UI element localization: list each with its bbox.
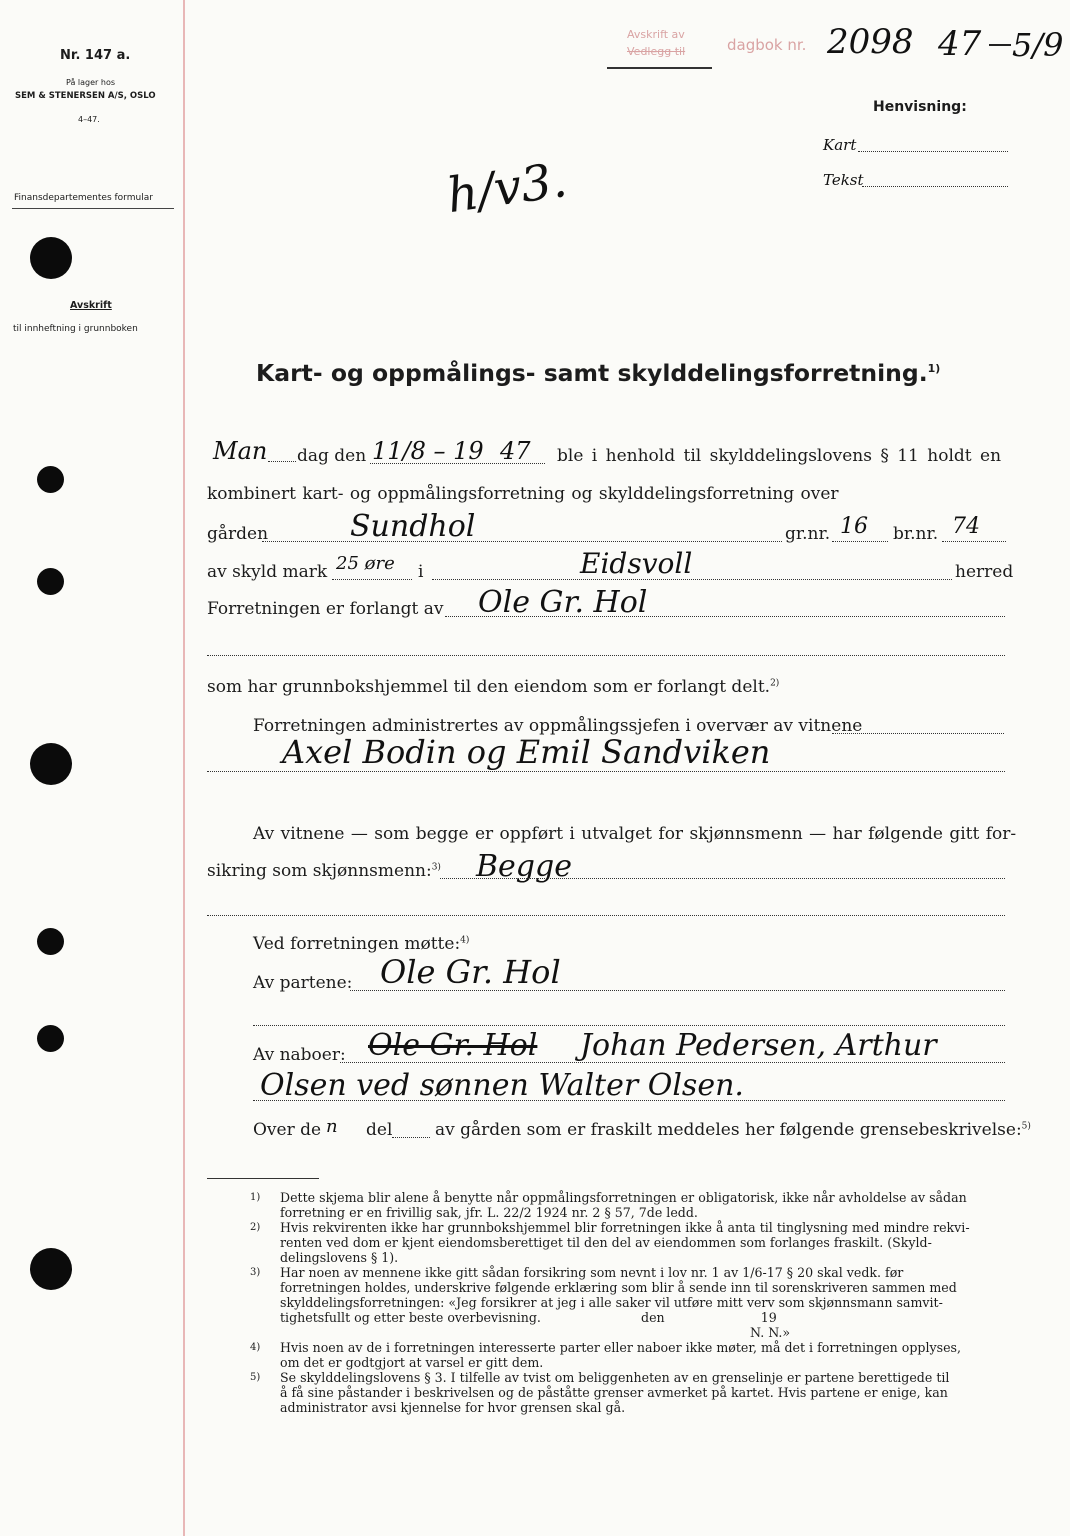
- publisher-line: På lager hos: [66, 78, 115, 87]
- copy-note: til innheftning i grunnboken: [13, 324, 138, 334]
- footnote-line: skylddelingsforretningen: «Jeg forsikrer at jeg i alle saker vil utføre mitt verv som skjønnsmann samvit-: [280, 1295, 943, 1310]
- journal-date: 5/9: [1012, 26, 1064, 64]
- fill-line: [392, 1137, 430, 1138]
- skyld-label: av skyld mark: [207, 562, 328, 582]
- journal-number: 2098: [827, 22, 914, 62]
- stamp-label: dagbok nr.: [727, 36, 807, 54]
- vitner-text: Av vitnene — som begge er oppført i utvalget for skjønnsmenn — har følgende gitt for-: [253, 824, 1017, 844]
- fill-line: [340, 1062, 1005, 1063]
- witnesses-handwritten: Axel Bodin og Emil Sandviken: [282, 733, 771, 771]
- year-handwritten: 47: [500, 437, 531, 465]
- footnote-line: forretningen holdes, underskrive følgende erklæring som blir å sende inn til sorenskriveren sammen med: [280, 1280, 957, 1295]
- partene-label: Av partene:: [253, 973, 353, 993]
- punch-hole: [30, 743, 72, 785]
- fill-line: [207, 655, 1005, 656]
- divider: [12, 208, 174, 209]
- kart-label: Kart: [823, 136, 857, 154]
- footnote-mark: 5): [250, 1372, 261, 1383]
- fill-line: [207, 915, 1005, 916]
- naboer-handwritten: Johan Pedersen, Arthur: [580, 1028, 937, 1063]
- copy-title: Avskrift: [70, 300, 112, 311]
- footnote-line: tighetsfullt og etter beste overbevisning. den 19: [280, 1310, 777, 1325]
- reference-heading: Henvisning:: [873, 99, 967, 115]
- edition: 4–47.: [78, 115, 100, 124]
- fill-line: [440, 878, 1005, 879]
- footnotes: [250, 1190, 1010, 1415]
- grnr-label: gr.nr.: [785, 524, 831, 544]
- brnr-handwritten: 74: [952, 514, 980, 539]
- dag-den-label: dag den: [297, 446, 367, 466]
- footnote-mark: 4): [250, 1342, 261, 1353]
- footnote: [250, 1325, 1010, 1340]
- forlangt-handwritten: Ole Gr. Hol: [478, 585, 648, 620]
- footnote-line: Hvis noen av de i forretningen interesserte parter eller naboer ikke møter, må det i forretningen opplyses,: [280, 1340, 961, 1355]
- footnote-line: om det er godtgjort at varsel er gitt dem.: [280, 1355, 544, 1370]
- vitner-text: sikring som skjønnsmenn:$^{3)}$: [207, 861, 441, 881]
- hjemmel-text: som har grunnbokshjemmel til den eiendom som er forlangt delt.$^{2)}$: [207, 677, 780, 697]
- fill-line: [268, 461, 296, 462]
- handwritten-initials: h/v3.: [443, 151, 571, 225]
- over-handwritten: n: [326, 1116, 338, 1137]
- punch-hole: [37, 928, 64, 955]
- fill-line: [207, 771, 1005, 772]
- garden-label: gården: [207, 524, 269, 544]
- forlangt-label: Forretningen er forlangt av: [207, 599, 444, 619]
- footnote: [250, 1370, 1010, 1415]
- footnote: [250, 1220, 1010, 1265]
- form-text: ble i henhold til skylddelingslovens § 11 holdt en: [557, 446, 1002, 466]
- del-label: del: [366, 1120, 393, 1140]
- punch-hole: [37, 466, 64, 493]
- ministry-form-label: Finansdepartementes formular: [14, 193, 153, 203]
- weekday-handwritten: Man: [213, 437, 268, 465]
- form-text: kombinert kart- og oppmålingsforretning og skylddelingsforretning over: [207, 484, 839, 504]
- footnote-line: å få sine påstander i beskrivelsen og de påståtte grenser avmerket på kartet. Hvis partene er enige, kan: [280, 1385, 948, 1400]
- footnote: [250, 1340, 1010, 1370]
- punch-hole: [30, 1248, 72, 1290]
- herred-label: herred: [955, 562, 1014, 582]
- fill-line: [350, 990, 1005, 991]
- footnote-line: Har noen av mennene ikke gitt sådan forsikring som nevnt i lov nr. 1 av 1/6-17 § 20 skal vedk. før: [280, 1265, 904, 1280]
- footnote-divider: [207, 1178, 319, 1179]
- footnote-line: Dette skjema blir alene å benytte når oppmålingsforretningen er obligatorisk, ikke når avholdelse av sådan: [280, 1190, 967, 1205]
- over-text: av gården som er fraskilt meddeles her følgende grensebeskrivelse:$^{5)}$: [435, 1120, 1031, 1140]
- mote-text: Ved forretningen møtte:$^{4)}$: [253, 934, 470, 954]
- herred-handwritten: Eidsvoll: [580, 547, 693, 580]
- form-number: Nr. 147 a.: [60, 48, 131, 63]
- footnote: [250, 1265, 1010, 1325]
- date-handwritten: 11/8 – 19: [372, 437, 484, 465]
- tekst-label: Tekst: [823, 171, 864, 189]
- naboer-handwritten-2: Olsen ved sønnen Walter Olsen.: [260, 1068, 744, 1103]
- skyld-handwritten: 25 øre: [336, 553, 395, 574]
- stamp-line-struck: Vedlegg til: [627, 45, 686, 58]
- footnote-line: Hvis rekvirenten ikke har grunnbokshjemmel blir forretningen ikke å anta til tinglysning med mindre rekvi-: [280, 1220, 970, 1235]
- garden-handwritten: Sundhol: [350, 509, 476, 544]
- publisher-name: SEM & STENERSEN A/S, OSLO: [15, 91, 156, 101]
- punch-hole: [30, 237, 72, 279]
- naboer-label: Av naboer:: [253, 1045, 346, 1065]
- footnote-mark: 3): [250, 1267, 261, 1278]
- fill-line: [445, 616, 1005, 617]
- document-title: Kart- og oppmålings- samt skylddelingsforretning.$^{1)}$: [256, 359, 941, 387]
- punch-hole: [37, 1025, 64, 1052]
- vitner-handwritten: Begge: [476, 849, 572, 884]
- footnote-line: renten ved dom er kjent eiendomsberettiget til den del av eiendommen som forlanges fraskilt. (Skyld-: [280, 1235, 932, 1250]
- fill-line: [253, 1025, 1005, 1026]
- brnr-label: br.nr.: [893, 524, 939, 544]
- tekst-line: [862, 186, 1008, 187]
- punch-hole: [37, 568, 64, 595]
- footnote-line: delingslovens § 1).: [280, 1250, 399, 1265]
- partene-handwritten: Ole Gr. Hol: [380, 953, 561, 991]
- i-label: i: [418, 562, 424, 582]
- grnr-handwritten: 16: [840, 514, 868, 539]
- fill-line: [432, 579, 952, 580]
- fill-line: [832, 733, 1004, 734]
- fill-line: [370, 463, 545, 464]
- kart-line: [858, 151, 1008, 152]
- stamp-line: Avskrift av: [627, 28, 685, 41]
- fill-line: [262, 541, 782, 542]
- journal-year: 47: [938, 24, 982, 64]
- fill-line: [832, 541, 888, 542]
- footnote-line: Se skylddelingslovens § 3. I tilfelle av tvist om beliggenheten av en grenselinje er partene berettigede til: [280, 1370, 950, 1385]
- stamp-strike: [607, 67, 712, 69]
- fill-line: [332, 579, 412, 580]
- footnote-line: N. N.»: [750, 1325, 791, 1340]
- fill-line: [942, 541, 1006, 542]
- footnote-line: forretning er en frivillig sak, jfr. L. 22/2 1924 nr. 2 § 57, 7de ledd.: [280, 1205, 698, 1220]
- fill-line: [253, 1100, 1005, 1101]
- dash: [989, 44, 1011, 46]
- footnote-line: administrator avsi kjennelse for hvor grensen skal gå.: [280, 1400, 626, 1415]
- footnote-mark: 1): [250, 1192, 261, 1203]
- over-label: Over de: [253, 1120, 322, 1140]
- footnote: [250, 1190, 1010, 1220]
- margin-rule: [183, 0, 185, 1536]
- naboer-struck-handwritten: Ole Gr. Hol: [368, 1028, 538, 1063]
- footnote-mark: 2): [250, 1222, 261, 1233]
- admin-text: Forretningen administrertes av oppmålingssjefen i overvær av vitnene: [253, 716, 863, 736]
